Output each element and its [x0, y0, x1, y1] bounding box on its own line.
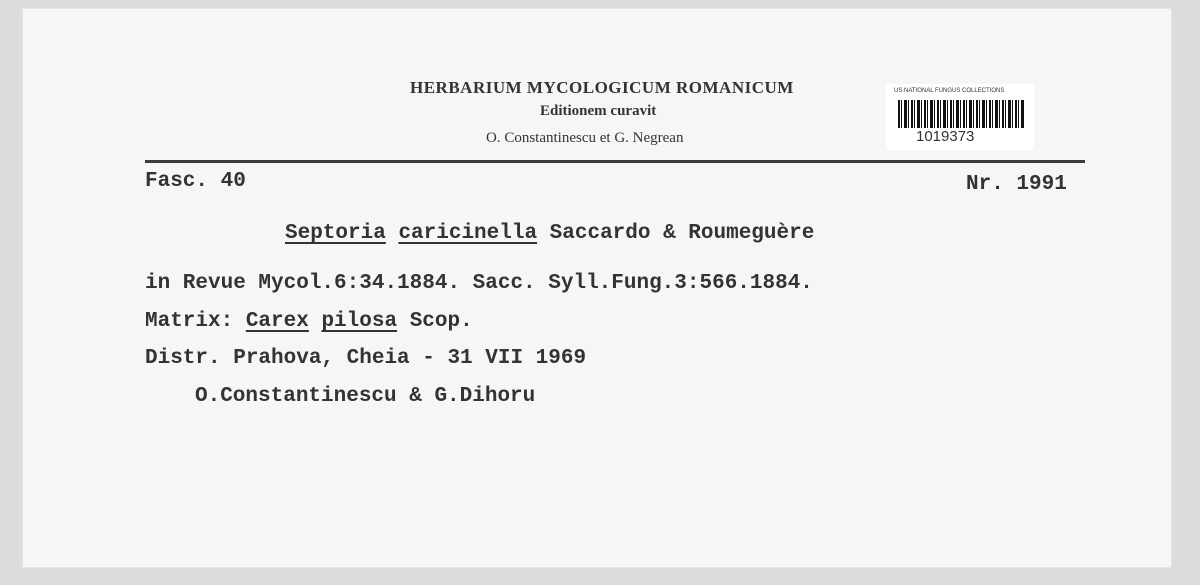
barcode-collection-name: US NATIONAL FUNGUS COLLECTIONS [894, 88, 1005, 94]
bibliographic-reference: in Revue Mycol.6:34.1884. Sacc. Syll.Fung.3:566.1884. [145, 272, 813, 295]
fascicle-number: Fasc. 40 [145, 170, 246, 193]
collectors: O.Constantinescu & G.Dihoru [195, 385, 536, 408]
header-divider [145, 160, 1085, 163]
editors-names: O. Constantinescu et G. Negrean [486, 130, 684, 146]
taxon-authors: Saccardo & Roumeguère [549, 222, 815, 245]
host-genus: Carex [245, 310, 309, 333]
locality-date: Distr. Prahova, Cheia - 31 VII 1969 [145, 347, 587, 370]
taxon-genus: Septoria [285, 222, 386, 245]
matrix-line [145, 310, 473, 333]
barcode-label [886, 84, 1034, 150]
specimen-number: Nr. 1991 [966, 173, 1067, 196]
barcode-icon [898, 100, 1024, 128]
taxon-name [285, 222, 814, 245]
host-species: pilosa [321, 310, 398, 333]
herbarium-title: HERBARIUM MYCOLOGICUM ROMANICUM [410, 78, 794, 97]
matrix-prefix: Matrix: [145, 310, 234, 333]
taxon-species: caricinella [398, 222, 538, 245]
editor-caption: Editionem curavit [540, 103, 657, 119]
barcode-number: 1019373 [916, 128, 975, 145]
host-author: Scop. [409, 310, 473, 333]
